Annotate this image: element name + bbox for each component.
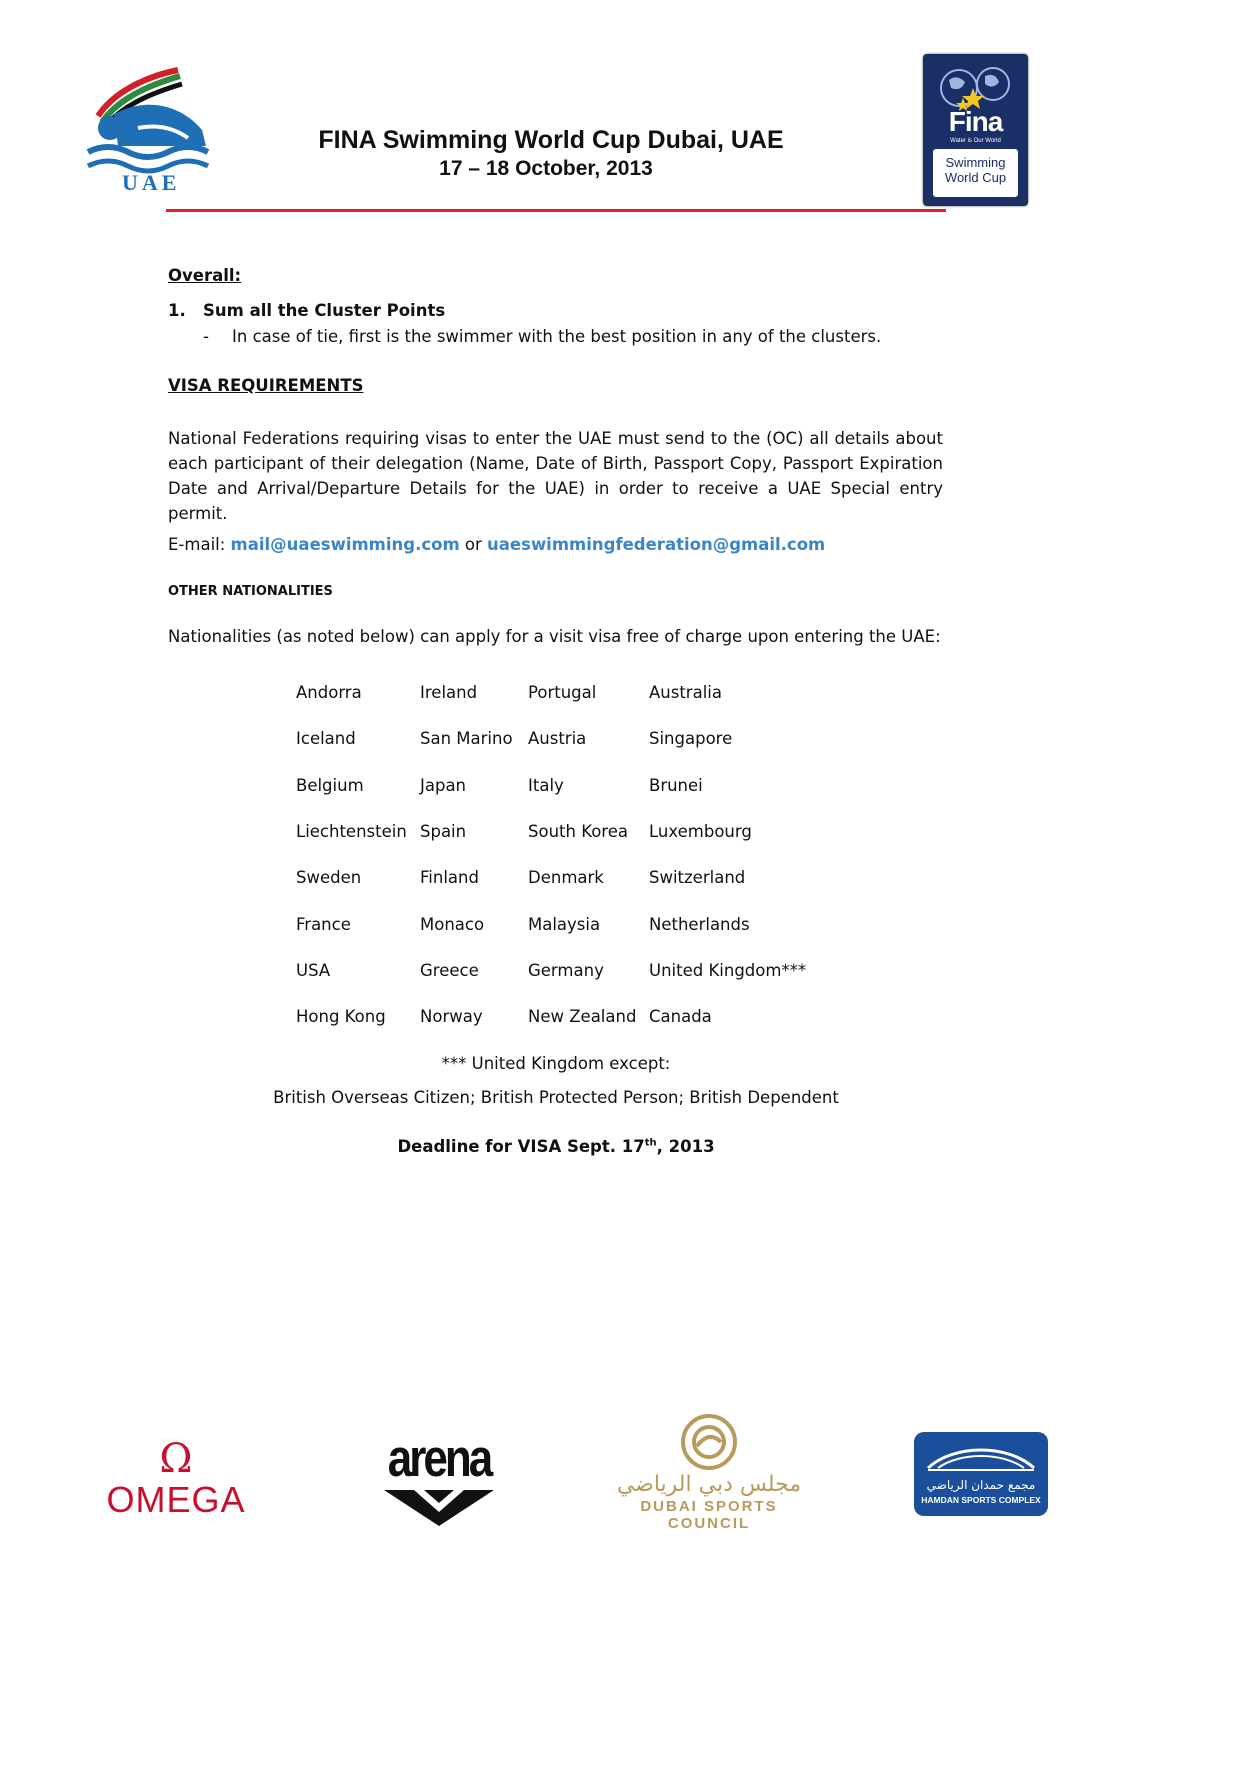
visa-paragraph: National Federations requiring visas to enter the UAE must send to the (OC) all details about each participant of their delegation (Name, Date of Birth, Passport Copy, Passport Expiration Date and Arrival/Departure Details for the UAE) in order to receive a UAE Special entry permit. — [168, 429, 943, 523]
country-item: South Korea — [528, 821, 628, 841]
hamdan-arabic: مجمع حمدان الرياضي — [926, 1478, 1036, 1492]
fina-tagline: Water is Our World — [950, 138, 1001, 144]
uae-logo-text: UAE — [122, 170, 181, 195]
country-item: Finland — [420, 868, 479, 888]
hamdan-building-icon — [914, 1438, 1048, 1478]
country-item: Switzerland — [649, 868, 746, 888]
visa-email-line — [168, 535, 825, 554]
fina-worldcup-line2: World Cup — [944, 170, 1007, 185]
event-dates: 17 – 18 October, 2013 — [439, 157, 653, 180]
country-item: Portugal — [528, 683, 597, 702]
country-item: United Kingdom*** — [649, 960, 807, 980]
arena-logo — [376, 1429, 502, 1528]
fina-wordmark: Fina — [948, 106, 1003, 137]
deadline-sup: th — [644, 1137, 657, 1149]
country-item: Austria — [528, 729, 587, 749]
email-label: E-mail: — [168, 535, 226, 554]
overall-heading: Overall: — [168, 266, 242, 285]
email-link-2[interactable]: uaeswimmingfederation@gmail.com — [487, 535, 826, 554]
country-item: San Marino — [420, 729, 513, 749]
uk-note: *** United Kingdom except: — [441, 1054, 671, 1073]
country-item: Malaysia — [528, 914, 601, 934]
country-item: Andorra — [296, 683, 362, 702]
country-item: Liechtenstein — [296, 821, 407, 841]
country-item: Hong Kong — [296, 1007, 386, 1027]
country-item: Luxembourg — [649, 821, 752, 841]
country-item: Singapore — [649, 729, 733, 749]
overall-item-number: 1. — [168, 301, 186, 320]
arena-diamond-icon — [376, 1486, 502, 1526]
country-item: Sweden — [296, 868, 362, 888]
visa-deadline — [0, 1137, 1112, 1156]
country-item: Greece — [420, 960, 479, 980]
fina-worldcup-box — [933, 149, 1018, 197]
country-item: Netherlands — [649, 914, 750, 934]
overall-sub-dash: - — [203, 327, 209, 346]
uk-exceptions: British Overseas Citizen; British Protected Person; British Dependent — [273, 1088, 839, 1107]
country-item: France — [296, 914, 351, 934]
country-item: Ireland — [420, 683, 478, 702]
omega-logo — [96, 1438, 256, 1522]
country-item: New Zealand — [528, 1007, 637, 1027]
hamdan-english: HAMDAN SPORTS COMPLEX — [921, 1495, 1041, 1505]
country-item: Italy — [528, 775, 564, 795]
arena-wordmark: arena — [387, 1429, 491, 1488]
country-item: Monaco — [420, 914, 485, 934]
dsc-arabic: مجلس دبي الرياضي — [616, 1472, 802, 1497]
country-item: Australia — [649, 683, 722, 702]
omega-wordmark: OMEGA — [106, 1479, 246, 1520]
fina-worldcup-line1: Swimming — [945, 155, 1006, 170]
visa-heading: VISA REQUIREMENTS — [168, 376, 364, 395]
nationalities-intro: Nationalities (as noted below) can apply for a visit visa free of charge upon entering the UAE: — [168, 627, 941, 646]
country-item: Norway — [420, 1007, 483, 1027]
omega-symbol: Ω — [159, 1436, 193, 1482]
email-or: or — [464, 535, 482, 554]
country-item: Spain — [420, 821, 467, 841]
country-item: Belgium — [296, 775, 364, 795]
country-item: Iceland — [296, 729, 356, 749]
overall-sub-text: In case of tie, first is the swimmer with the best position in any of the clusters. — [232, 327, 882, 346]
page-title: FINA Swimming World Cup Dubai, UAE — [318, 126, 784, 154]
other-nationalities-heading: OTHER NATIONALITIES — [168, 584, 333, 599]
email-link-1[interactable]: mail@uaeswimming.com — [230, 535, 460, 554]
header-divider — [166, 209, 946, 212]
country-item: USA — [296, 960, 331, 980]
deadline-suffix: , 2013 — [656, 1137, 715, 1156]
hamdan-sports-complex-logo — [914, 1432, 1048, 1516]
country-item: Denmark — [528, 868, 604, 888]
country-item: Brunei — [649, 775, 703, 795]
deadline-prefix: Deadline for VISA Sept. 17 — [397, 1137, 645, 1156]
country-item: Canada — [649, 1007, 712, 1027]
dubai-sports-council-logo — [602, 1412, 816, 1532]
dsc-emblem-icon — [679, 1412, 739, 1472]
country-item: Germany — [528, 960, 604, 980]
fina-world-cup-logo — [923, 54, 1028, 206]
dsc-english: DUBAI SPORTS COUNCIL — [640, 1498, 778, 1532]
country-item: Japan — [420, 775, 467, 795]
overall-item-text: Sum all the Cluster Points — [203, 301, 446, 320]
